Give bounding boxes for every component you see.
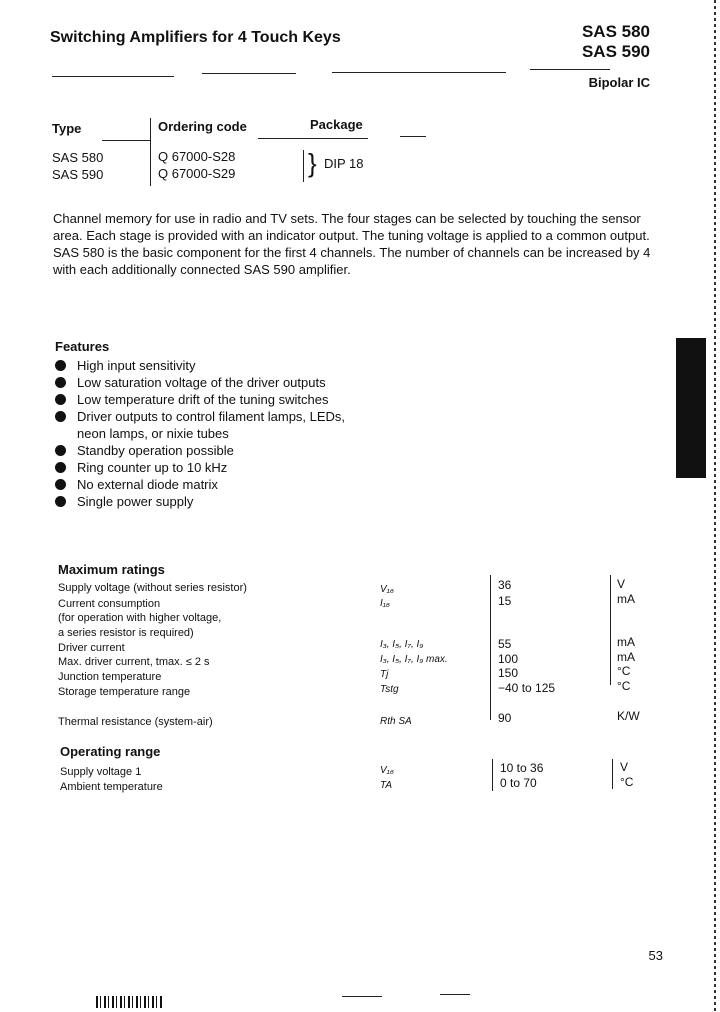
rating-value: 100	[498, 652, 519, 666]
bullet-icon	[55, 496, 66, 507]
feature-item: Low temperature drift of the tuning switches	[55, 391, 415, 408]
rating-symbol: Tj	[380, 669, 389, 680]
scan-edge	[714, 0, 716, 1012]
features-heading: Features	[55, 339, 110, 354]
rating-label: Storage temperature range	[58, 686, 191, 698]
rating-symbol: V₁₆	[380, 584, 394, 595]
thermal-label: Thermal resistance (system-air)	[58, 716, 213, 728]
range-label: Ambient temperature	[60, 781, 163, 793]
rating-unit: °C	[617, 679, 631, 693]
rating-label: Max. driver current, tmax. ≤ 2 s	[58, 656, 210, 668]
feature-item: Standby operation possible	[55, 442, 415, 459]
thumb-index-tab	[676, 338, 706, 478]
rating-value: −40 to 125	[498, 681, 556, 695]
range-symbol: V₁₆	[380, 765, 394, 776]
rating-label: Driver current	[58, 642, 125, 654]
range-label: Supply voltage 1	[60, 766, 142, 778]
max-ratings-heading: Maximum ratings	[58, 562, 165, 577]
col-header-type: Type	[52, 121, 82, 136]
bullet-icon	[55, 377, 66, 388]
rating-symbol: I₃, I₅, I₇, I₉	[380, 639, 424, 650]
bullet-icon	[55, 445, 66, 456]
rating-unit: mA	[617, 650, 635, 664]
table-row-ordering-code: Q 67000-S29	[158, 166, 236, 181]
feature-item: Low saturation voltage of the driver outputs	[55, 374, 415, 391]
unit-column-line	[612, 759, 613, 789]
description-text: Channel memory for use in radio and TV sets. The four stages can be selected by touching the sensor area. Each stage is provided with an indicator output. The tuning voltage is applied to a common output. SAS 580 is the basic component for the first 4 channels. The number of channels can be increased by 4 with each additionally connected SAS 590 amplifier.	[53, 211, 651, 277]
table-divider	[150, 118, 151, 186]
range-unit: °C	[620, 775, 634, 789]
bullet-icon	[55, 411, 66, 422]
bullet-icon	[55, 360, 66, 371]
value-column-line	[490, 575, 491, 720]
unit-column-line	[610, 575, 611, 685]
range-value: 0 to 70	[500, 776, 537, 790]
rating-label: (for operation with higher voltage,	[58, 612, 222, 624]
table-row-type: SAS 580	[52, 150, 104, 165]
rating-value: 150	[498, 666, 519, 680]
feature-item: No external diode matrix	[55, 476, 415, 493]
feature-item: Single power supply	[55, 493, 415, 510]
rating-symbol: I₃, I₅, I₇, I₉ max.	[380, 654, 448, 665]
package-value: DIP 18	[324, 156, 364, 171]
rating-value: 15	[498, 594, 512, 608]
part-number-sas590: SAS 590	[581, 42, 650, 61]
rating-value: 36	[498, 578, 512, 592]
bullet-icon	[55, 394, 66, 405]
rating-label: Supply voltage (without series resistor)	[58, 582, 247, 594]
category-label: Bipolar IC	[588, 75, 650, 90]
range-unit: V	[620, 760, 629, 774]
rating-unit: °C	[617, 664, 631, 678]
description	[53, 210, 653, 278]
table-row-ordering-code: Q 67000-S28	[158, 149, 236, 164]
range-value: 10 to 36	[500, 761, 544, 775]
part-number-sas580: SAS 580	[581, 22, 650, 41]
rating-label: Current consumption	[58, 598, 161, 610]
bullet-icon	[55, 479, 66, 490]
package-brace: }	[308, 148, 317, 178]
rating-symbol: I₁₆	[380, 598, 390, 609]
rating-unit: V	[617, 577, 626, 591]
page-title: Switching Amplifiers for 4 Touch Keys	[50, 29, 341, 46]
feature-item: High input sensitivity	[55, 357, 415, 374]
rating-label: a series resistor is required)	[58, 627, 194, 639]
features-list	[55, 357, 415, 510]
table-row-type: SAS 590	[52, 167, 104, 182]
operating-range-heading: Operating range	[60, 744, 161, 759]
thermal-value: 90	[498, 711, 512, 725]
value-column-line	[492, 759, 493, 791]
rating-symbol: Tstg	[380, 684, 399, 695]
col-header-ordering-code: Ordering code	[158, 119, 247, 134]
barcode-mark	[96, 996, 162, 1008]
feature-item: Ring counter up to 10 kHz	[55, 459, 415, 476]
page-number: 53	[648, 948, 663, 963]
rating-label: Junction temperature	[58, 671, 162, 683]
feature-item: Driver outputs to control filament lamps, LEDs, neon lamps, or nixie tubes	[55, 408, 377, 442]
range-symbol: TA	[380, 780, 393, 791]
rating-unit: mA	[617, 635, 635, 649]
thermal-unit: K/W	[617, 709, 640, 723]
col-header-package: Package	[310, 117, 363, 132]
thermal-symbol: Rth SA	[380, 716, 412, 727]
rating-unit: mA	[617, 592, 635, 606]
rating-value: 55	[498, 637, 512, 651]
package-bracket-line	[303, 150, 304, 182]
bullet-icon	[55, 462, 66, 473]
